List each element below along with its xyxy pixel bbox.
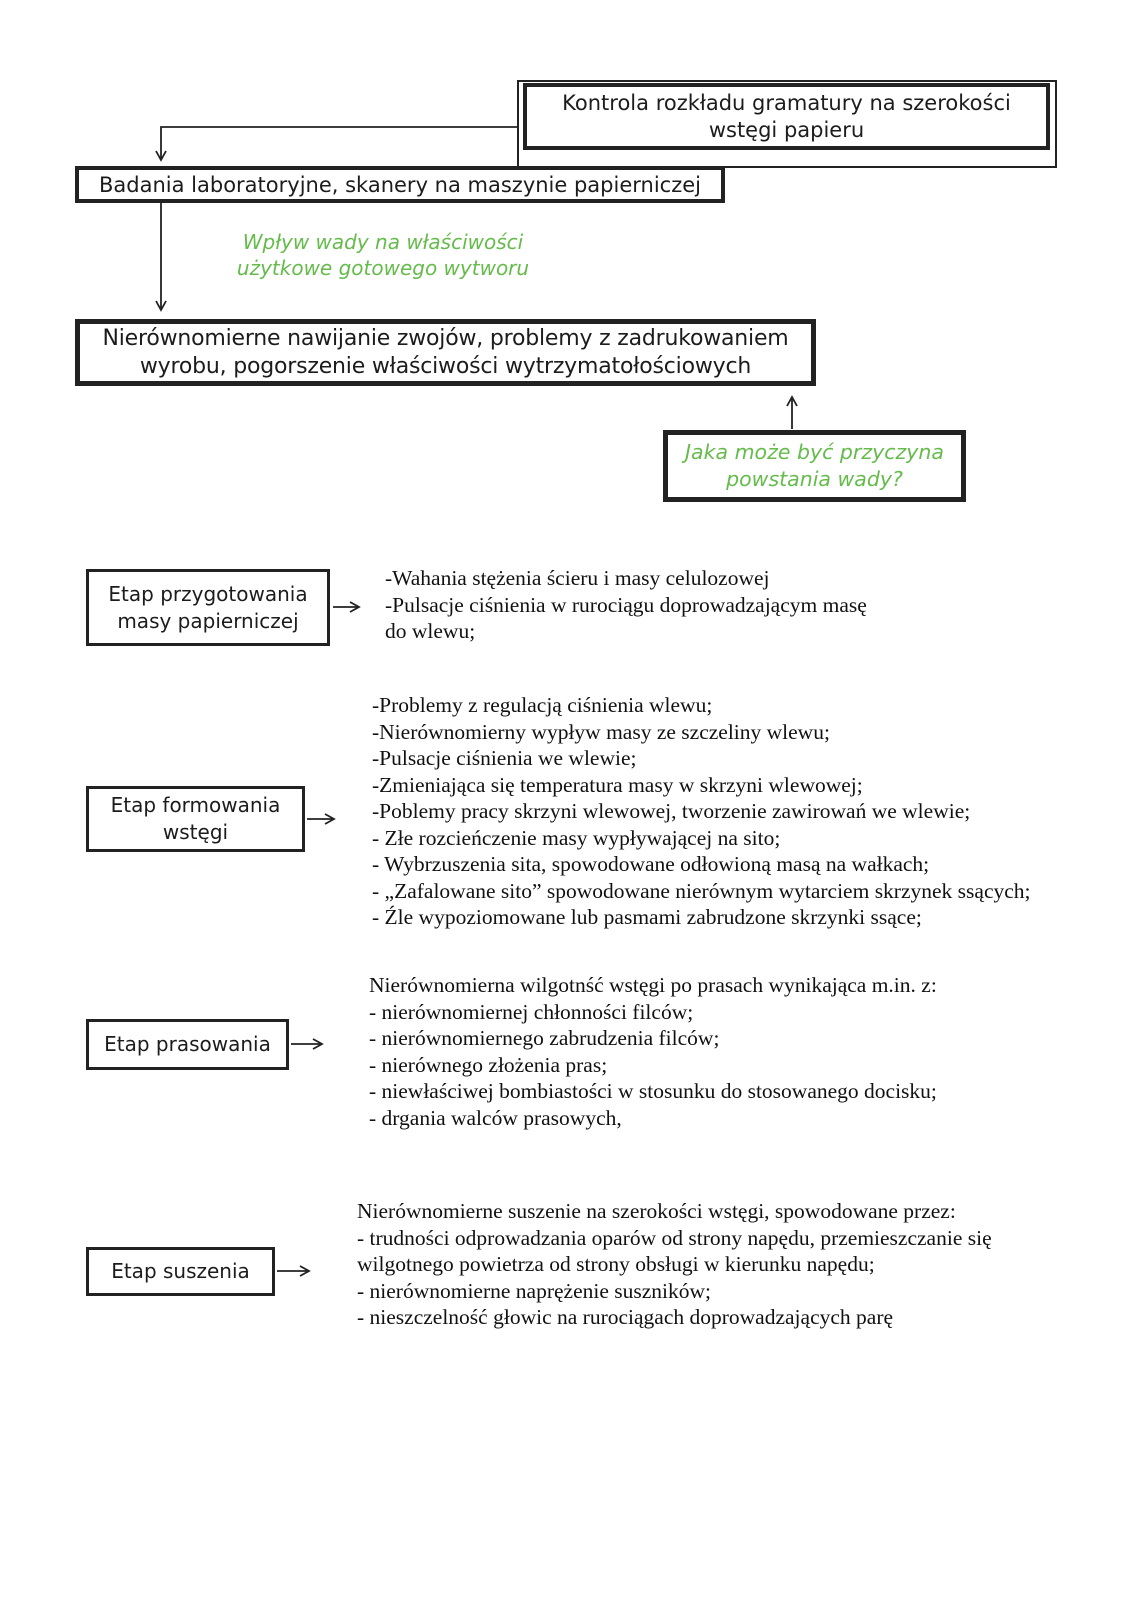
- text-line: -Problemy z regulacją ciśnienia wlewu;: [372, 693, 713, 717]
- question-box: [663, 430, 966, 502]
- stage-causes-prasowanie: [369, 972, 937, 1131]
- stage-causes-suszenie: [357, 1198, 992, 1331]
- text-line: Etap prasowania: [104, 1032, 271, 1056]
- text-line: -Poblemy pracy skrzyni wlewowej, tworzenie zawirowań we wlewie;: [372, 799, 971, 823]
- text-line: - Źle wypoziomowane lub pasmami zabrudzone skrzynki ssące;: [372, 905, 922, 929]
- stage-causes-przygotowanie: [385, 565, 867, 645]
- text-line: -Pulsacje ciśnienia we wlewie;: [372, 746, 637, 770]
- text-line: do wlewu;: [385, 619, 476, 643]
- defect-box: [75, 319, 816, 386]
- stage-box-suszenie: [86, 1247, 275, 1296]
- stage-causes-formowanie: [372, 692, 1031, 931]
- text-line: Jaka może być przyczyna: [685, 440, 944, 464]
- text-line: masy papierniczej: [117, 608, 299, 633]
- connector-kontrola-to-badania: [161, 127, 519, 160]
- text-line: wilgotnego powietrza od strony obsługi w kierunku napędu;: [357, 1252, 875, 1276]
- stage-box-prasowanie: [86, 1019, 289, 1070]
- stage-box-przygotowanie: [86, 569, 330, 646]
- kontrola-box: [523, 83, 1050, 150]
- text-line: - trudności odprowadzania oparów od strony napędu, przemieszczanie się: [357, 1225, 992, 1250]
- text-line: - nierównomiernej chłonności filców;: [369, 999, 694, 1024]
- text-line: -Pulsacje ciśnienia w rurociągu doprowadzającym masę: [385, 592, 867, 617]
- text-line: - niewłaściwej bombiastości w stosunku do stosowanego docisku;: [369, 1079, 937, 1103]
- text-line: - „Zafalowane sito” spowodowane nierównym wytarciem skrzynek ssących;: [372, 878, 1031, 903]
- text-line: Etap przygotowania: [108, 581, 308, 606]
- text-line: - Złe rozcieńczenie masy wypływającej na sito;: [372, 825, 781, 850]
- text-line: Nierównomierne suszenie na szerokości wstęgi, spowodowane przez:: [357, 1199, 956, 1223]
- text-line: powstania wady?: [726, 467, 903, 491]
- stage-box-formowanie: [86, 786, 305, 852]
- text-line: - nierównomierne naprężenie suszników;: [357, 1278, 712, 1303]
- text-line: Nierównomierna wilgotnść wstęgi po prasach wynikająca m.in. z:: [369, 973, 937, 997]
- badania-box-label: Badania laboratoryjne, skanery na maszynie papierniczej: [99, 172, 701, 197]
- text-line: -Zmieniająca się temperatura masy w skrzyni wlewowej;: [372, 772, 863, 797]
- text-line: - Wybrzuszenia sita, spowodowane odłowioną masą na wałkach;: [372, 852, 930, 876]
- text-line: Kontrola rozkładu gramatury na szerokości: [562, 90, 1011, 115]
- text-line: - nierównomiernego zabrudzenia filców;: [369, 1026, 720, 1050]
- text-line: - drgania walców prasowych,: [369, 1105, 622, 1130]
- text-line: wstęgi papieru: [708, 117, 865, 142]
- text-line: - nierównego złożenia pras;: [369, 1052, 608, 1077]
- badania-box: [75, 166, 725, 203]
- text-line: wstęgi: [162, 820, 229, 844]
- wplyw-note: [228, 229, 538, 281]
- text-line: - nieszczelność głowic na rurociągach doprowadzających parę: [357, 1305, 894, 1329]
- text-line: -Nierównomierny wypływ masy ze szczeliny wlewu;: [372, 719, 830, 744]
- text-line: Etap formowania: [110, 793, 281, 817]
- text-line: wyrobu, pogorszenie właściwości wytrzymatołościowych: [139, 353, 752, 379]
- text-line: -Wahania stężenia ścieru i masy celulozowej: [385, 566, 770, 590]
- text-line: Etap suszenia: [111, 1259, 250, 1283]
- text-line: Nierównomierne nawijanie zwojów, problemy z zadrukowaniem: [102, 325, 789, 351]
- text-line: Wpływ wady na właściwości: [242, 230, 524, 254]
- text-line: użytkowe gotowego wytworu: [236, 256, 530, 280]
